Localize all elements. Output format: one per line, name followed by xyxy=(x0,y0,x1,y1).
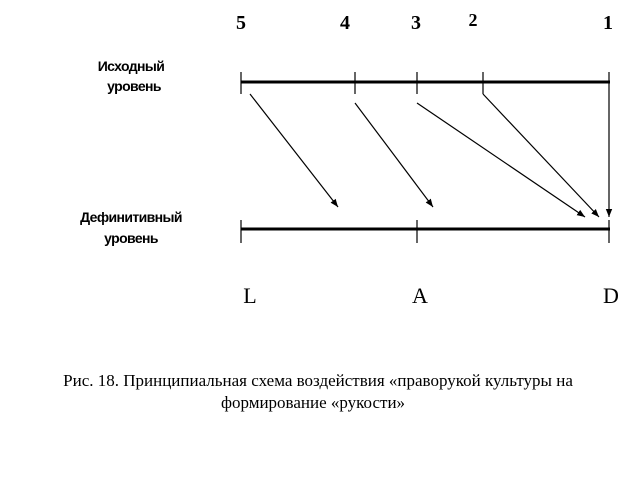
top-marker-1: 1 xyxy=(603,12,613,34)
arrow-from-5 xyxy=(250,94,338,207)
arrow-from-3 xyxy=(417,103,585,217)
top-marker-2: 2 xyxy=(468,10,478,30)
source-level-label-line2: уровень xyxy=(107,78,161,94)
top-marker-5: 5 xyxy=(236,12,246,34)
arrow-from-4 xyxy=(355,103,433,207)
bottom-marker-D: D xyxy=(603,283,619,308)
figure-caption-line1: Рис. 18. Принципиальная схема воздействия «праворукой культуры на xyxy=(63,371,573,390)
figure-caption-line2: формирование «рукости» xyxy=(220,393,406,412)
definitive-level-label-line2: уровень xyxy=(104,230,158,246)
top-marker-3: 3 xyxy=(411,12,421,34)
source-level-label-line1: Исходный xyxy=(97,58,165,74)
definitive-level-label-line1: Дефинитивный xyxy=(80,209,182,225)
bottom-marker-L: L xyxy=(243,283,257,308)
bottom-marker-A: A xyxy=(412,283,428,308)
arrow-from-2 xyxy=(483,94,599,217)
top-marker-4: 4 xyxy=(340,12,350,34)
